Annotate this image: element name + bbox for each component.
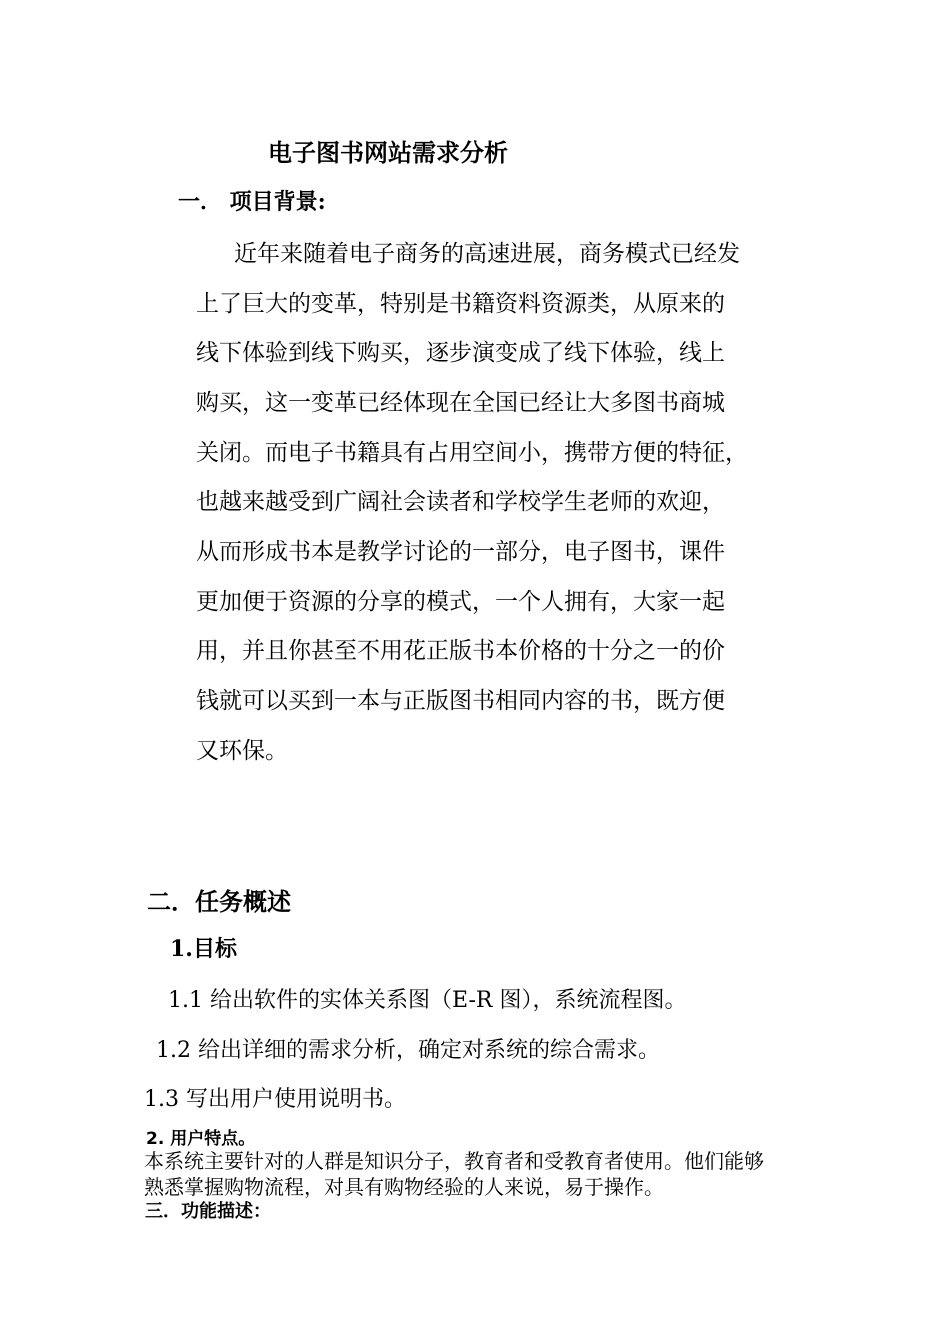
paragraph-line: 上了巨大的变革，特别是书籍资料资源类，从原来的 — [196, 291, 725, 317]
paragraph-line: 关闭。而电子书籍具有占用空间小，携带方便的特征， — [196, 440, 748, 466]
paragraph-line: 钱就可以买到一本与正版图书相同内容的书，既方便 — [196, 688, 725, 714]
paragraph-line: 更加便于资源的分享的模式，一个人拥有，大家一起 — [196, 589, 725, 615]
section-heading-background: 一． 项目背景: — [178, 189, 326, 215]
paragraph-line: 近年来随着电子商务的高速进展，商务模式已经发 — [234, 241, 740, 267]
paragraph-line: 线下体验到线下购买，逐步演变成了线下体验，线上 — [196, 340, 725, 366]
document-title: 电子图书网站需求分析 — [268, 138, 508, 167]
paragraph-line: 购买，这一变革已经体现在全国已经让大多图书商城 — [196, 390, 725, 416]
section-heading-function-description: 三．功能描述： — [145, 1201, 271, 1222]
paragraph-line: 用，并且你甚至不用花正版书本价格的十分之一的价 — [196, 638, 725, 664]
subheading-user-characteristics: 2. 用户特点。 — [146, 1129, 256, 1149]
paragraph-line: 又环保。 — [196, 738, 288, 764]
goal-item: 1.2 给出详细的需求分析，确定对系统的综合需求。 — [156, 1038, 660, 1063]
section-heading-task-overview: 二．任务概述 — [147, 887, 291, 916]
user-characteristics-line: 熟悉掌握购物流程，对具有购物经验的人来说，易于操作。 — [144, 1175, 664, 1199]
goal-item: 1.3 写出用户使用说明书。 — [144, 1087, 406, 1112]
paragraph-line: 从而形成书本是教学讨论的一部分，电子图书，课件 — [196, 539, 725, 565]
goal-item: 1.1 给出软件的实体关系图（E-R 图），系统流程图。 — [168, 988, 687, 1013]
paragraph-line: 也越来越受到广阔社会读者和学校学生老师的欢迎， — [196, 489, 725, 515]
user-characteristics-line: 本系统主要针对的人群是知识分子，教育者和受教育者使用。他们能够 — [144, 1149, 764, 1173]
subheading-goals: 1.目标 — [170, 936, 237, 962]
